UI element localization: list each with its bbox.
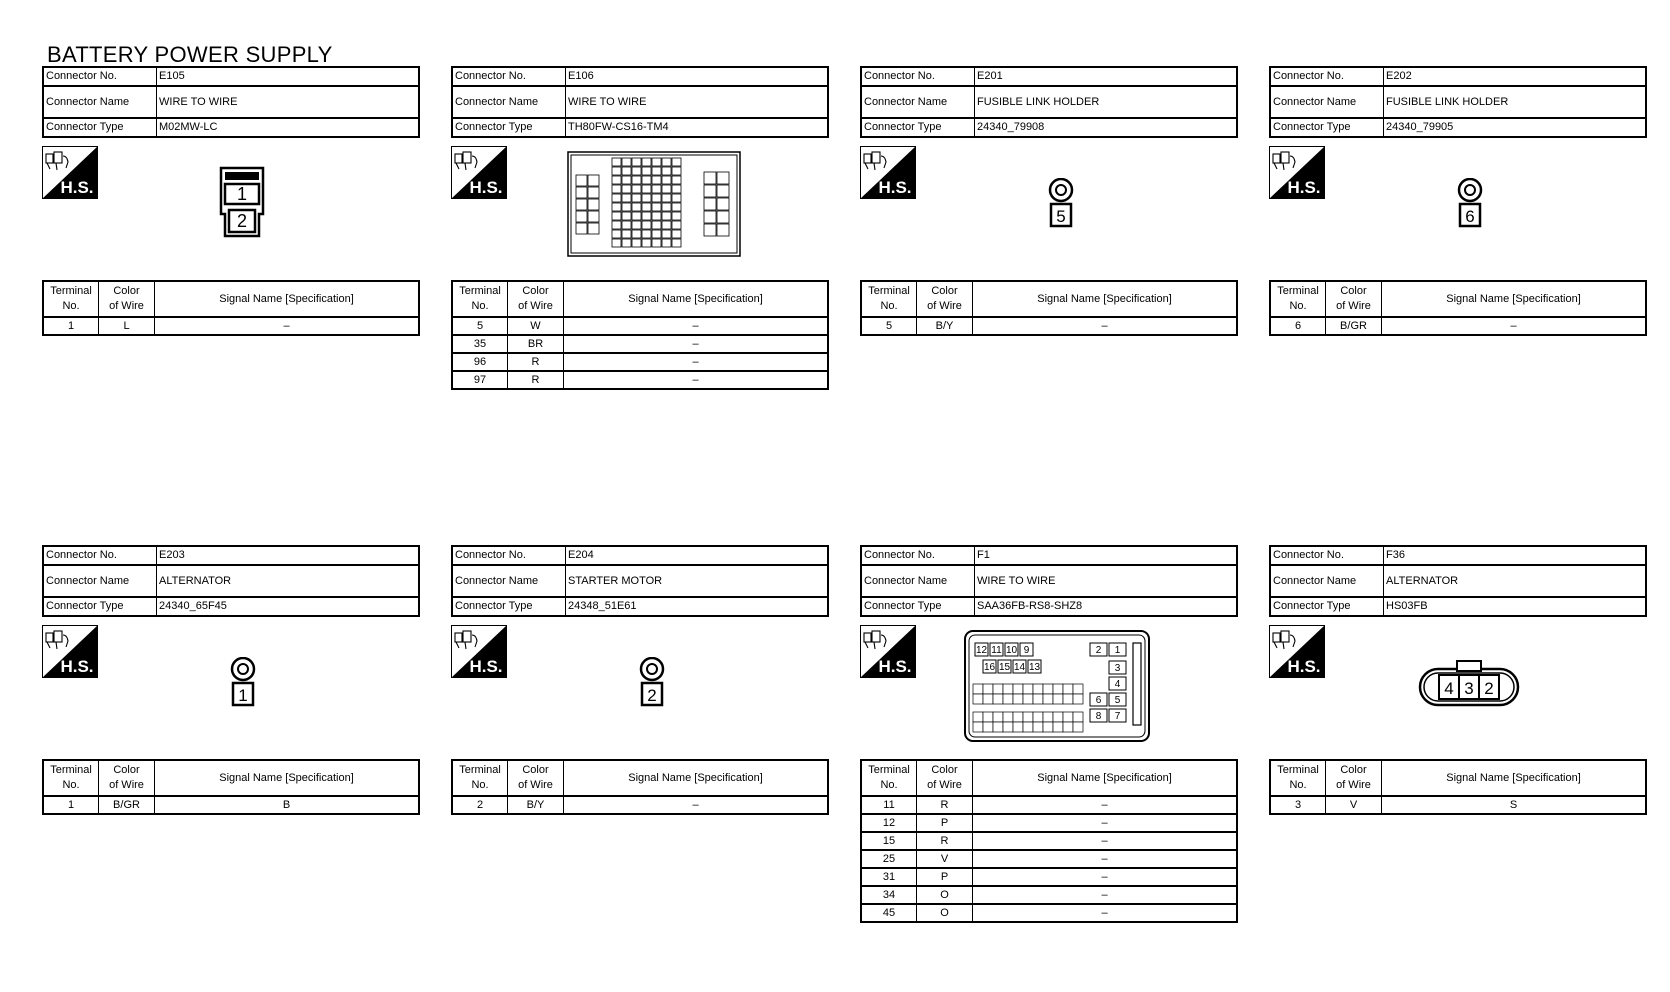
terminal-header-line2: No. xyxy=(471,779,489,791)
connector-diagram-area xyxy=(1269,617,1647,759)
signal-name: – xyxy=(973,814,1238,832)
signal-table xyxy=(1269,280,1647,336)
connector-name-value: WIRE TO WIRE xyxy=(157,86,420,118)
wire-color: W xyxy=(508,317,564,335)
terminal-header xyxy=(861,281,917,317)
connector-no-label: Connector No. xyxy=(861,67,975,86)
wire-color: P xyxy=(917,814,973,832)
signal-name: B xyxy=(155,796,420,814)
terminal-no: 2 xyxy=(452,796,508,814)
color-header-line1: Color xyxy=(1340,285,1367,297)
signal-row xyxy=(452,335,828,353)
terminal-header-line1: Terminal xyxy=(1277,764,1319,776)
harness-side-icon xyxy=(42,625,98,678)
connector-no-label: Connector No. xyxy=(452,67,566,86)
connector-header-table xyxy=(451,545,829,617)
connector-no-label: Connector No. xyxy=(1270,67,1384,86)
round-terminal-connector-icon xyxy=(227,657,259,711)
terminal-no: 5 xyxy=(861,317,917,335)
connector-panel-e105 xyxy=(42,66,420,336)
terminal-no: 12 xyxy=(861,814,917,832)
signal-row xyxy=(861,904,1237,922)
signal-header: Signal Name [Specification] xyxy=(973,760,1238,796)
3-pin-connector-icon xyxy=(1417,659,1521,711)
connector-type-label: Connector Type xyxy=(861,597,975,616)
round-terminal-connector-icon xyxy=(1045,178,1077,232)
connector-type-value: 24340_79908 xyxy=(975,118,1238,137)
terminal-header-line1: Terminal xyxy=(1277,285,1319,297)
connector-panel-f1 xyxy=(860,545,1238,923)
color-header-line1: Color xyxy=(113,285,140,297)
signal-name: – xyxy=(973,886,1238,904)
connector-name-label: Connector Name xyxy=(861,565,975,597)
connector-header-table xyxy=(860,545,1238,617)
terminal-no: 6 xyxy=(1270,317,1326,335)
hs-label: H.S. xyxy=(469,178,503,197)
connector-no-label: Connector No. xyxy=(452,546,566,565)
signal-row xyxy=(43,796,419,814)
connector-type-label: Connector Type xyxy=(43,597,157,616)
color-header xyxy=(1326,760,1382,796)
connector-name-value: FUSIBLE LINK HOLDER xyxy=(975,86,1238,118)
svg-text:11: 11 xyxy=(991,645,1002,656)
svg-text:10: 10 xyxy=(1005,645,1018,656)
connector-type-value: HS03FB xyxy=(1384,597,1647,616)
terminal-header-line2: No. xyxy=(880,300,898,312)
svg-text:4: 4 xyxy=(1114,679,1121,690)
svg-text:2: 2 xyxy=(1095,645,1102,656)
terminal-header xyxy=(1270,760,1326,796)
wire-color: BR xyxy=(508,335,564,353)
connector-no-value: F36 xyxy=(1384,546,1647,565)
terminal-no: 35 xyxy=(452,335,508,353)
color-header-line1: Color xyxy=(931,285,958,297)
connector-name-value: FUSIBLE LINK HOLDER xyxy=(1384,86,1647,118)
connector-type-label: Connector Type xyxy=(1270,597,1384,616)
terminal-no: 96 xyxy=(452,353,508,371)
svg-text:12: 12 xyxy=(975,645,988,656)
connector-no-label: Connector No. xyxy=(43,546,157,565)
color-header xyxy=(508,281,564,317)
terminal-header xyxy=(861,760,917,796)
svg-text:3: 3 xyxy=(1464,679,1474,698)
terminal-header xyxy=(452,281,508,317)
pin-label: 1 xyxy=(236,184,248,204)
terminal-header-line1: Terminal xyxy=(868,285,910,297)
color-header-line2: of Wire xyxy=(927,300,962,312)
connector-no-value: E202 xyxy=(1384,67,1647,86)
connector-name-label: Connector Name xyxy=(43,86,157,118)
connector-no-value: E201 xyxy=(975,67,1238,86)
signal-row xyxy=(861,317,1237,335)
connector-header-table xyxy=(1269,66,1647,138)
signal-row xyxy=(861,850,1237,868)
signal-row xyxy=(43,317,419,335)
svg-text:4: 4 xyxy=(1444,679,1454,698)
connector-no-value: E203 xyxy=(157,546,420,565)
terminal-header xyxy=(43,281,99,317)
connector-diagram-area xyxy=(860,617,1238,759)
svg-text:2: 2 xyxy=(1484,679,1494,698)
terminal-no: 97 xyxy=(452,371,508,389)
signal-row xyxy=(1270,796,1646,814)
connector-header-table xyxy=(42,545,420,617)
wire-color: R xyxy=(508,371,564,389)
signal-row xyxy=(452,371,828,389)
color-header xyxy=(917,760,973,796)
svg-text:5: 5 xyxy=(1114,695,1121,706)
svg-text:14: 14 xyxy=(1013,662,1026,673)
connector-no-value: F1 xyxy=(975,546,1238,565)
connector-type-label: Connector Type xyxy=(1270,118,1384,137)
signal-name: – xyxy=(973,317,1238,335)
connector-name-label: Connector Name xyxy=(43,565,157,597)
hs-label: H.S. xyxy=(1287,657,1321,676)
round-terminal-connector-icon xyxy=(636,657,668,711)
round-terminal-connector-icon xyxy=(1454,178,1486,232)
terminal-no: 11 xyxy=(861,796,917,814)
connector-header-table xyxy=(451,66,829,138)
signal-name: – xyxy=(564,317,829,335)
page-title: BATTERY POWER SUPPLY xyxy=(47,42,333,67)
connector-name-value: STARTER MOTOR xyxy=(566,565,829,597)
connector-type-value: 24348_51E61 xyxy=(566,597,829,616)
connector-name-value: WIRE TO WIRE xyxy=(975,565,1238,597)
connector-no-value: E105 xyxy=(157,67,420,86)
harness-side-icon xyxy=(860,146,916,199)
wire-color: V xyxy=(1326,796,1382,814)
signal-name: – xyxy=(564,796,829,814)
connector-type-label: Connector Type xyxy=(43,118,157,137)
terminal-no: 45 xyxy=(861,904,917,922)
pin-label: 6 xyxy=(1465,207,1475,226)
2-pin-connector-icon xyxy=(217,166,267,240)
signal-name: – xyxy=(973,850,1238,868)
color-header-line2: of Wire xyxy=(109,779,144,791)
color-header-line1: Color xyxy=(931,764,958,776)
connector-header-table xyxy=(42,66,420,138)
terminal-no: 31 xyxy=(861,868,917,886)
signal-table xyxy=(860,280,1238,336)
connector-name-label: Connector Name xyxy=(452,565,566,597)
color-header xyxy=(508,760,564,796)
signal-name: – xyxy=(973,832,1238,850)
signal-name: – xyxy=(973,868,1238,886)
signal-header: Signal Name [Specification] xyxy=(564,281,829,317)
connector-type-value: 24340_79905 xyxy=(1384,118,1647,137)
hs-label: H.S. xyxy=(60,178,94,197)
signal-row xyxy=(452,317,828,335)
terminal-header-line2: No. xyxy=(62,300,80,312)
signal-row xyxy=(452,353,828,371)
connector-name-label: Connector Name xyxy=(452,86,566,118)
signal-row xyxy=(1270,317,1646,335)
color-header-line1: Color xyxy=(113,764,140,776)
svg-text:3: 3 xyxy=(1114,663,1121,674)
terminal-no: 15 xyxy=(861,832,917,850)
signal-name: – xyxy=(1382,317,1647,335)
color-header-line2: of Wire xyxy=(927,779,962,791)
signal-row xyxy=(861,832,1237,850)
connector-panel-e204 xyxy=(451,545,829,815)
connector-panel-f36 xyxy=(1269,545,1647,815)
connector-panel-e203 xyxy=(42,545,420,815)
color-header xyxy=(917,281,973,317)
connector-name-label: Connector Name xyxy=(1270,86,1384,118)
80-pin-connector-icon xyxy=(566,150,742,260)
signal-table xyxy=(451,280,829,390)
connector-type-label: Connector Type xyxy=(452,118,566,137)
signal-header: Signal Name [Specification] xyxy=(155,281,420,317)
hs-label: H.S. xyxy=(1287,178,1321,197)
signal-name: – xyxy=(564,335,829,353)
signal-name: – xyxy=(973,904,1238,922)
harness-side-icon xyxy=(1269,146,1325,199)
connector-no-value: E204 xyxy=(566,546,829,565)
pin-label: 2 xyxy=(647,686,657,705)
svg-text:1: 1 xyxy=(1114,645,1121,656)
color-header-line2: of Wire xyxy=(518,779,553,791)
wire-color: R xyxy=(917,832,973,850)
color-header-line1: Color xyxy=(522,764,549,776)
harness-side-icon xyxy=(1269,625,1325,678)
color-header-line2: of Wire xyxy=(1336,779,1371,791)
signal-row xyxy=(452,796,828,814)
wire-color: B/Y xyxy=(508,796,564,814)
svg-text:16: 16 xyxy=(983,662,996,673)
connector-type-label: Connector Type xyxy=(861,118,975,137)
signal-name: – xyxy=(973,796,1238,814)
color-header-line2: of Wire xyxy=(518,300,553,312)
wire-color: B/GR xyxy=(1326,317,1382,335)
connector-diagram-area xyxy=(451,617,829,759)
terminal-header-line2: No. xyxy=(62,779,80,791)
connector-diagram-area xyxy=(860,138,1238,280)
terminal-header-line1: Terminal xyxy=(868,764,910,776)
harness-side-icon xyxy=(451,625,507,678)
wire-color: B/Y xyxy=(917,317,973,335)
hs-label: H.S. xyxy=(60,657,94,676)
terminal-no: 34 xyxy=(861,886,917,904)
wire-color: L xyxy=(99,317,155,335)
signal-row xyxy=(861,886,1237,904)
terminal-no: 3 xyxy=(1270,796,1326,814)
connector-name-value: ALTERNATOR xyxy=(1384,565,1647,597)
terminal-no: 1 xyxy=(43,317,99,335)
connector-type-value: SAA36FB-RS8-SHZ8 xyxy=(975,597,1238,616)
terminal-header-line1: Terminal xyxy=(459,285,501,297)
wire-color: B/GR xyxy=(99,796,155,814)
signal-header: Signal Name [Specification] xyxy=(155,760,420,796)
signal-table xyxy=(860,759,1238,923)
hs-label: H.S. xyxy=(878,657,912,676)
connector-type-value: M02MW-LC xyxy=(157,118,420,137)
color-header-line2: of Wire xyxy=(1336,300,1371,312)
color-header xyxy=(99,760,155,796)
36-pin-connector-icon xyxy=(963,629,1153,745)
signal-row xyxy=(861,796,1237,814)
signal-table xyxy=(1269,759,1647,815)
harness-side-icon xyxy=(42,146,98,199)
terminal-header-line2: No. xyxy=(1289,779,1307,791)
signal-name: – xyxy=(155,317,420,335)
connector-name-label: Connector Name xyxy=(1270,565,1384,597)
connector-no-value: E106 xyxy=(566,67,829,86)
signal-name: – xyxy=(564,371,829,389)
color-header-line1: Color xyxy=(522,285,549,297)
svg-text:7: 7 xyxy=(1114,711,1121,722)
connector-panel-e106 xyxy=(451,66,829,390)
connector-no-label: Connector No. xyxy=(43,67,157,86)
wire-color: V xyxy=(917,850,973,868)
connector-name-label: Connector Name xyxy=(861,86,975,118)
signal-header: Signal Name [Specification] xyxy=(564,760,829,796)
wire-color: R xyxy=(917,796,973,814)
signal-table xyxy=(451,759,829,815)
svg-text:15: 15 xyxy=(998,662,1011,673)
connector-header-table xyxy=(860,66,1238,138)
terminal-header-line1: Terminal xyxy=(50,764,92,776)
svg-text:6: 6 xyxy=(1095,695,1102,706)
hs-label: H.S. xyxy=(878,178,912,197)
harness-side-icon xyxy=(451,146,507,199)
terminal-header-line1: Terminal xyxy=(459,764,501,776)
color-header xyxy=(1326,281,1382,317)
svg-text:9: 9 xyxy=(1023,645,1030,656)
signal-header: Signal Name [Specification] xyxy=(973,281,1238,317)
terminal-header xyxy=(43,760,99,796)
harness-side-icon xyxy=(860,625,916,678)
pin-label: 5 xyxy=(1056,207,1066,226)
pin-label: 2 xyxy=(236,211,248,231)
wire-color: O xyxy=(917,904,973,922)
terminal-no: 1 xyxy=(43,796,99,814)
terminal-header-line1: Terminal xyxy=(50,285,92,297)
signal-table xyxy=(42,759,420,815)
terminal-header xyxy=(1270,281,1326,317)
connector-type-value: TH80FW-CS16-TM4 xyxy=(566,118,829,137)
connector-name-value: WIRE TO WIRE xyxy=(566,86,829,118)
connector-diagram-area xyxy=(42,138,420,280)
terminal-no: 5 xyxy=(452,317,508,335)
connector-name-value: ALTERNATOR xyxy=(157,565,420,597)
signal-name: – xyxy=(564,353,829,371)
svg-text:13: 13 xyxy=(1028,662,1041,673)
terminal-header-line2: No. xyxy=(471,300,489,312)
terminal-header-line2: No. xyxy=(1289,300,1307,312)
pin-label: 1 xyxy=(238,686,248,705)
connector-no-label: Connector No. xyxy=(1270,546,1384,565)
connector-header-table xyxy=(1269,545,1647,617)
color-header-line1: Color xyxy=(1340,764,1367,776)
svg-text:8: 8 xyxy=(1095,711,1102,722)
wire-color: R xyxy=(508,353,564,371)
signal-row xyxy=(861,868,1237,886)
connector-type-label: Connector Type xyxy=(452,597,566,616)
signal-row xyxy=(861,814,1237,832)
connector-panel-e201 xyxy=(860,66,1238,336)
connector-type-value: 24340_65F45 xyxy=(157,597,420,616)
wire-color: P xyxy=(917,868,973,886)
signal-header: Signal Name [Specification] xyxy=(1382,760,1647,796)
wire-color: O xyxy=(917,886,973,904)
color-header xyxy=(99,281,155,317)
connector-panel-e202 xyxy=(1269,66,1647,336)
connector-diagram-area xyxy=(1269,138,1647,280)
connector-no-label: Connector No. xyxy=(861,546,975,565)
terminal-header xyxy=(452,760,508,796)
signal-name: S xyxy=(1382,796,1647,814)
terminal-header-line2: No. xyxy=(880,779,898,791)
color-header-line2: of Wire xyxy=(109,300,144,312)
connector-diagram-area xyxy=(451,138,829,280)
signal-header: Signal Name [Specification] xyxy=(1382,281,1647,317)
hs-label: H.S. xyxy=(469,657,503,676)
signal-table xyxy=(42,280,420,336)
terminal-no: 25 xyxy=(861,850,917,868)
connector-diagram-area xyxy=(42,617,420,759)
